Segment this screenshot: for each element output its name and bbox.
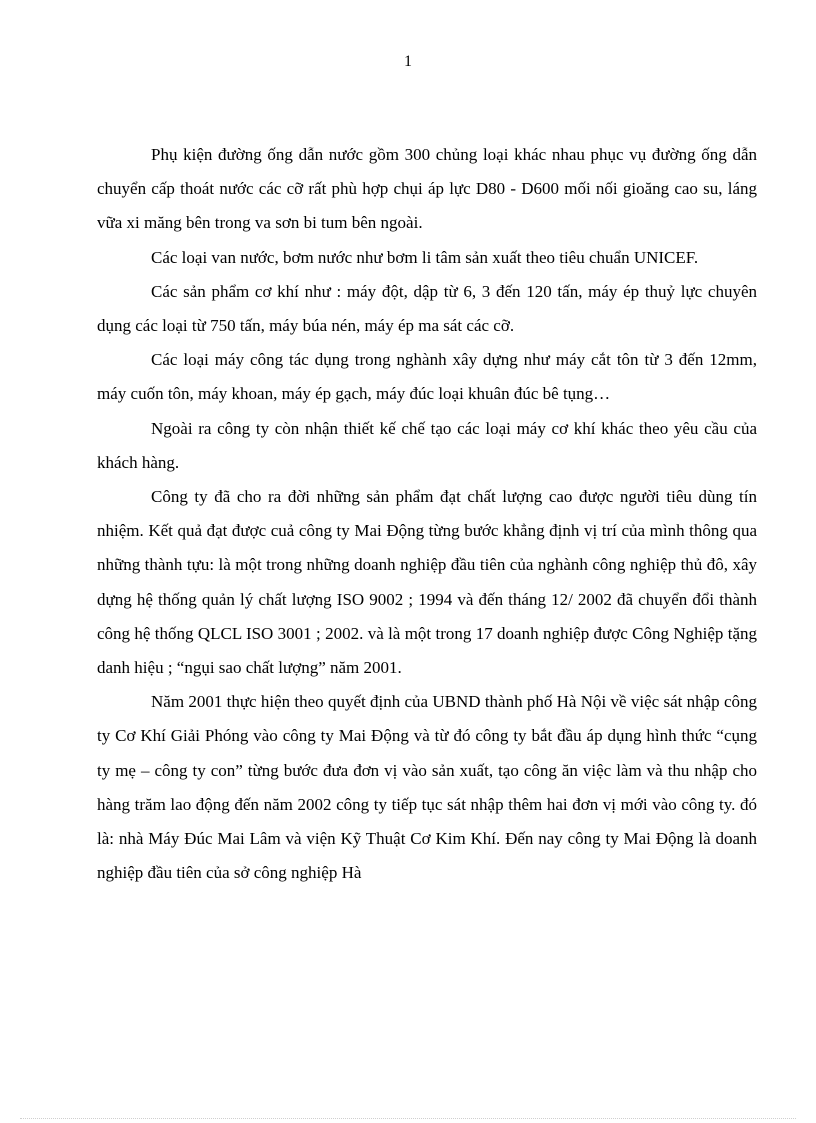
paragraph-construction-machines: Các loại máy công tác dụng trong nghành xây dựng như máy cắt tôn từ 3 đến 12mm, máy cuốn tôn, máy khoan, máy ép gạch, máy đúc loại khuân đúc bê tụng… bbox=[97, 350, 757, 404]
paragraph-quality-achievements: Công ty đã cho ra đời những sản phẩm đạt chất lượng cao được người tiêu dùng tín nhiệm. Kết quả đạt được cuả công ty Mai Động từng bước khẳng định vị trí của mình thông qua những thành tựu: là một trong những doanh nghiệp đầu tiên của nghành công nghiệp thủ đô, xây dựng hệ thống quản lý chất lượng ISO 9002 ; 1994 và đến tháng 12/ 2002 đã chuyển đổi thành công hệ thống QLCL ISO 3001 ; 2002. và là một trong 17 doanh nghiệp được Công Nghiệp tặng danh hiệu ; “ngụi sao chất lượng” năm 2001. bbox=[97, 487, 757, 678]
paragraph-merger-history: Năm 2001 thực hiện theo quyết định của UBND thành phố Hà Nội về việc sát nhập công ty Cơ Khí Giải Phóng vào công ty Mai Động và từ đó công ty bắt đầu áp dụng hình thức “cụng ty mẹ – công ty con” từng bước đưa đơn vị vào sản xuất, tạo công ăn việc làm và thu nhập cho hàng trăm lao động đến năm 2002 công ty tiếp tục sát nhập thêm hai đơn vị mới vào công ty. đó là: nhà Máy Đúc Mai Lâm và viện Kỹ Thuật Cơ Kim Khí. Đến nay công ty Mai Động là doanh nghiệp đầu tiên của sở công nghiệp Hà bbox=[97, 692, 757, 883]
paragraph-mechanical-products: Các sản phẩm cơ khí như : máy đột, dập từ 6, 3 đến 120 tấn, máy ép thuỷ lực chuyên dụng các loại từ 750 tấn, máy búa nén, máy ép ma sát các cỡ. bbox=[97, 281, 757, 336]
page-bottom-divider bbox=[20, 1118, 796, 1119]
paragraph-pipe-fittings: Phụ kiện đường ống dẫn nước gồm 300 chủng loại khác nhau phục vụ đường ống dẫn chuyển cấp thoát nước các cỡ rất phù hợp chụi áp lực D80 - D600 mối nối gioăng cao su, láng vữa xi măng bên trong va sơn bi tum bên ngoài. bbox=[97, 145, 757, 233]
document-body bbox=[97, 138, 757, 890]
paragraph-custom-design: Ngoài ra công ty còn nhận thiết kế chế tạo các loại máy cơ khí khác theo yêu cầu của khách hàng. bbox=[97, 418, 757, 472]
paragraph-valves-pumps: Các loại van nước, bơm nước như bơm li tâm sản xuất theo tiêu chuẩn UNICEF. bbox=[151, 247, 699, 267]
page-number: 1 bbox=[404, 53, 412, 70]
